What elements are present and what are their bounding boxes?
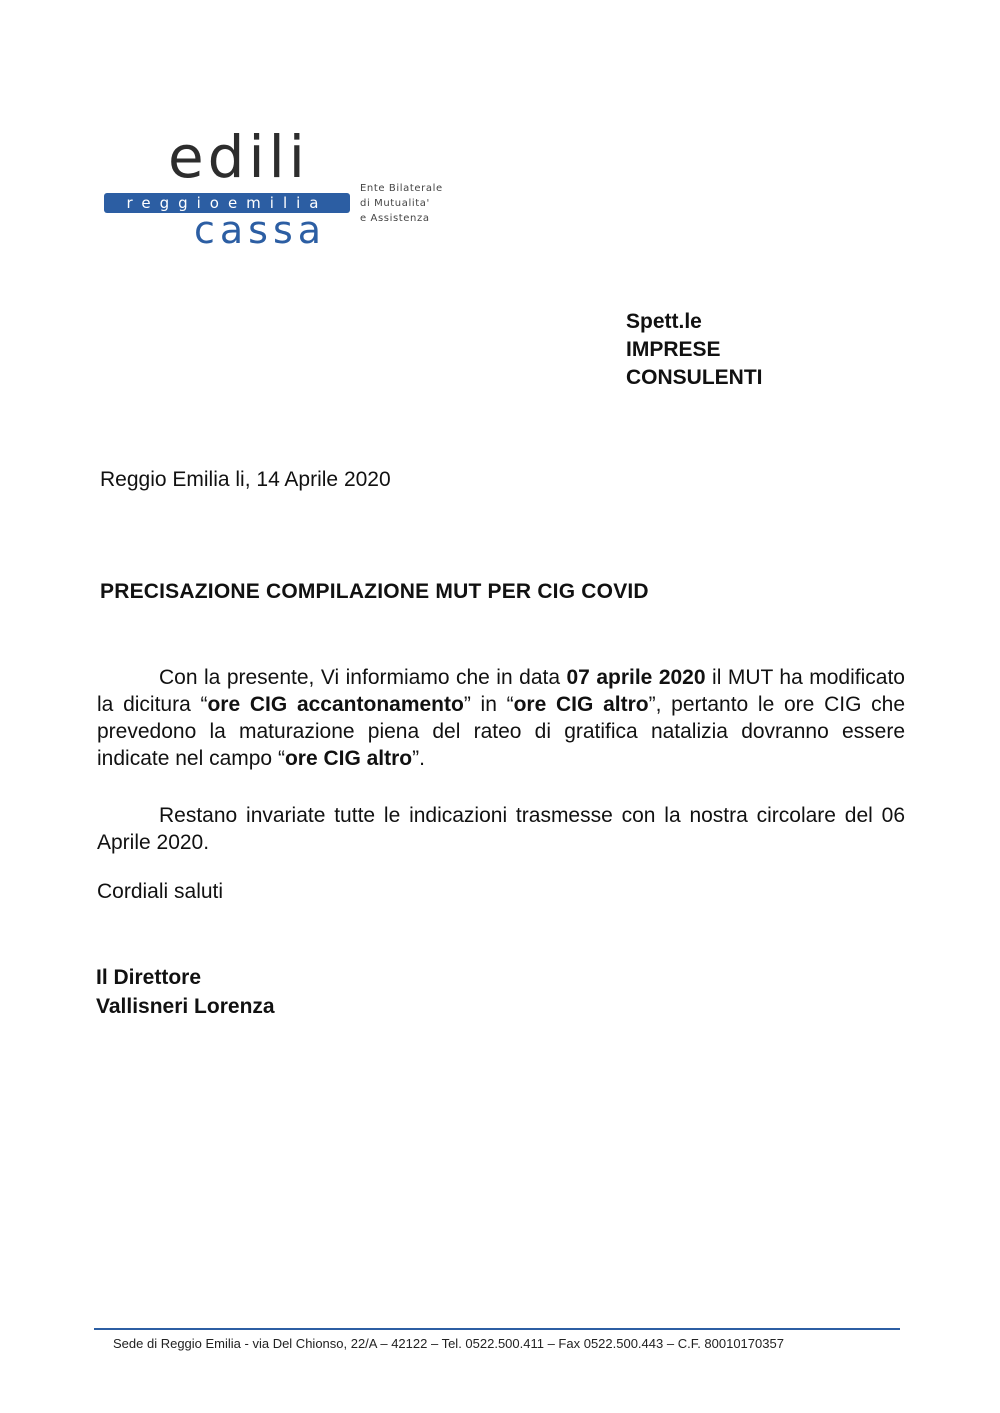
logo-cassa-text: cassa (194, 208, 327, 252)
body-paragraph-2: Restano invariate tutte le indicazioni trasmesse con la nostra circolare del 06 Aprile 2020. (97, 804, 905, 854)
body-text: ”, pertanto le ore CIG che prevedono la maturazione piena del rateo di gratifica natalizia dovranno essere indicate nel campo “ (97, 693, 905, 770)
recipient-line: IMPRESE (626, 338, 721, 361)
footer-address: Sede di Reggio Emilia - via Del Chionso, 22/A – 42122 – Tel. 0522.500.411 – Fax 0522.500.443 – C.F. 80010170357 (113, 1336, 784, 1351)
logo-tagline-line: di Mutualita' (360, 198, 430, 209)
recipient-block (626, 308, 763, 392)
recipient-salutation: Spett.le (626, 310, 702, 333)
closing-greeting: Cordiali saluti (97, 880, 224, 903)
letter-subject: PRECISAZIONE COMPILAZIONE MUT PER CIG COVID (100, 580, 649, 603)
logo-tagline-line: e Assistenza (360, 213, 430, 224)
body-text: ” in “ (463, 693, 514, 716)
signature-block (96, 963, 275, 1021)
body-bold-new-label: ore CIG altro (513, 693, 649, 716)
logo-edili-text: edili (168, 123, 309, 191)
body-bold-field-name: ore CIG altro (284, 747, 413, 770)
logo-reggioemilia-bar: reggioemilia (104, 193, 350, 213)
body-paragraph-1 (97, 664, 905, 772)
place-date: Reggio Emilia li, 14 Aprile 2020 (100, 468, 391, 491)
signature-role: Il Direttore (96, 966, 202, 989)
body-text: ”. (412, 747, 425, 770)
body-text: Con la presente, Vi informiamo che in data (159, 666, 567, 689)
body-bold-old-label: ore CIG accantonamento (207, 693, 464, 716)
logo-tagline-line: Ente Bilaterale (360, 183, 443, 194)
body-text: il MUT ha modificato la dicitura “ (97, 666, 905, 716)
signature-name: Vallisneri Lorenza (96, 995, 275, 1018)
logo-tagline (360, 181, 443, 226)
body-bold-date: 07 aprile 2020 (566, 666, 706, 689)
recipient-line: CONSULENTI (626, 366, 763, 389)
footer-divider (94, 1328, 900, 1330)
